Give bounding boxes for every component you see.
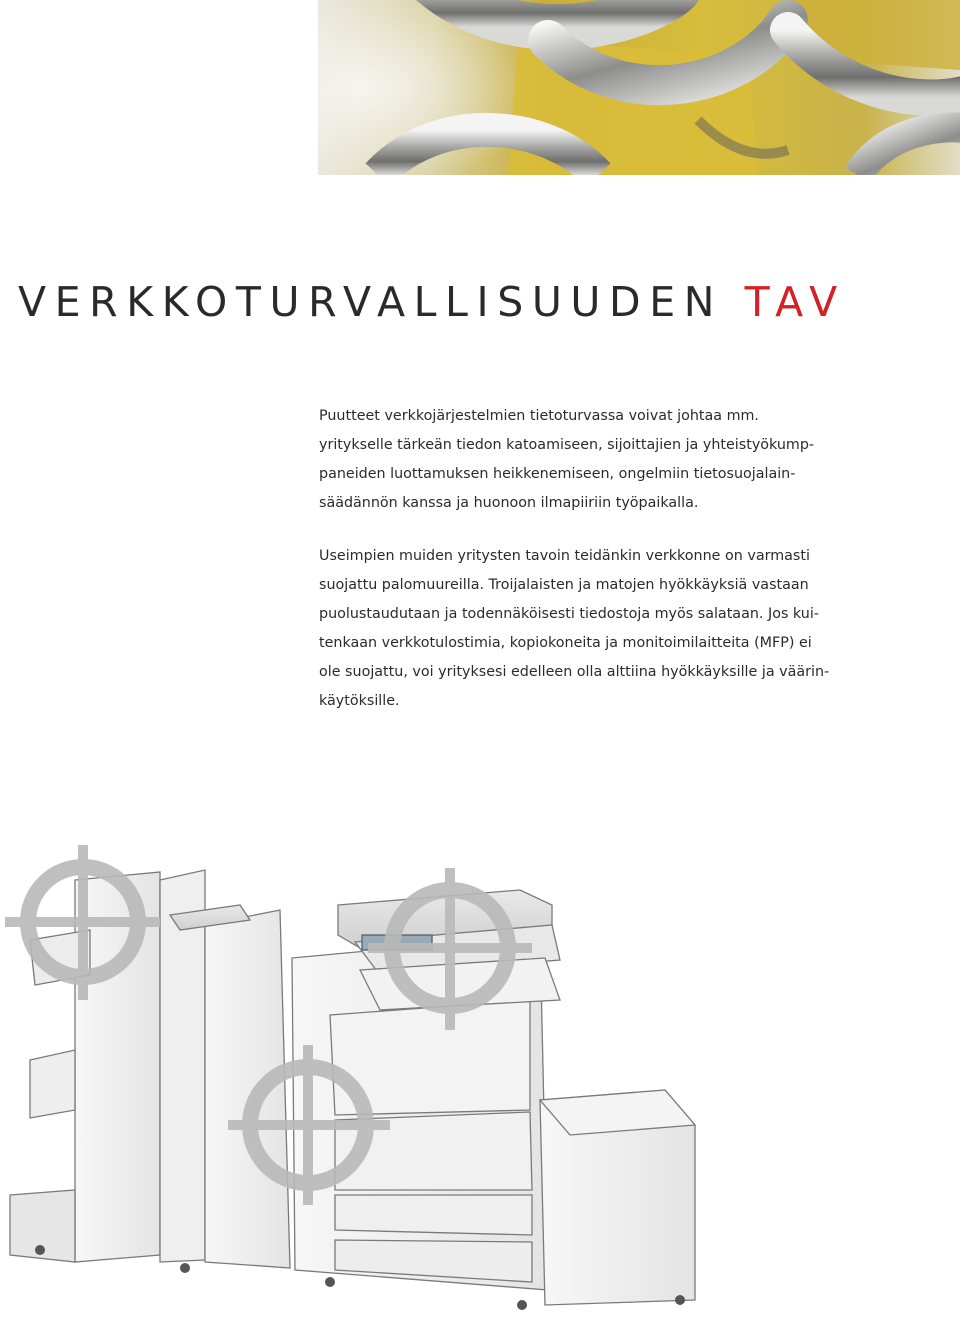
hero-chain-photo <box>318 0 960 175</box>
intro-line: paneiden luottamuksen heikkenemiseen, ongelmiin tietosuojalain- <box>319 466 796 482</box>
intro-line: säädännön kanssa ja huonoon ilmapiiriin työpaikalla. <box>319 495 699 511</box>
title-accent: TAV <box>744 278 846 326</box>
title-main: VERKKOTURVALLISUUDEN <box>18 278 723 326</box>
page-title <box>18 278 846 326</box>
body-line: puolustaudutaan ja todennäköisesti tiedostoja myös salataan. Jos kui- <box>319 606 819 622</box>
body-paragraph <box>319 542 899 716</box>
intro-line: yritykselle tärkeän tiedon katoamiseen, sijoittajien ja yhteistyökump- <box>319 437 815 453</box>
body-line: suojattu palomuureilla. Troijalaisten ja matojen hyökkäyksiä vastaan <box>319 577 809 593</box>
body-line: tenkaan verkkotulostimia, kopiokoneita ja monitoimilaitteita (MFP) ei <box>319 635 812 651</box>
intro-line: Puutteet verkkojärjestelmien tietoturvassa voivat johtaa mm. <box>319 408 759 424</box>
printer-illustration <box>0 830 960 1324</box>
intro-paragraph <box>319 402 899 518</box>
body-line: käytöksille. <box>319 693 400 709</box>
body-line: ole suojattu, voi yrityksesi edelleen olla alttiina hyökkäyksille ja väärin- <box>319 664 830 680</box>
body-line: Useimpien muiden yritysten tavoin teidänkin verkkonne on varmasti <box>319 548 810 564</box>
